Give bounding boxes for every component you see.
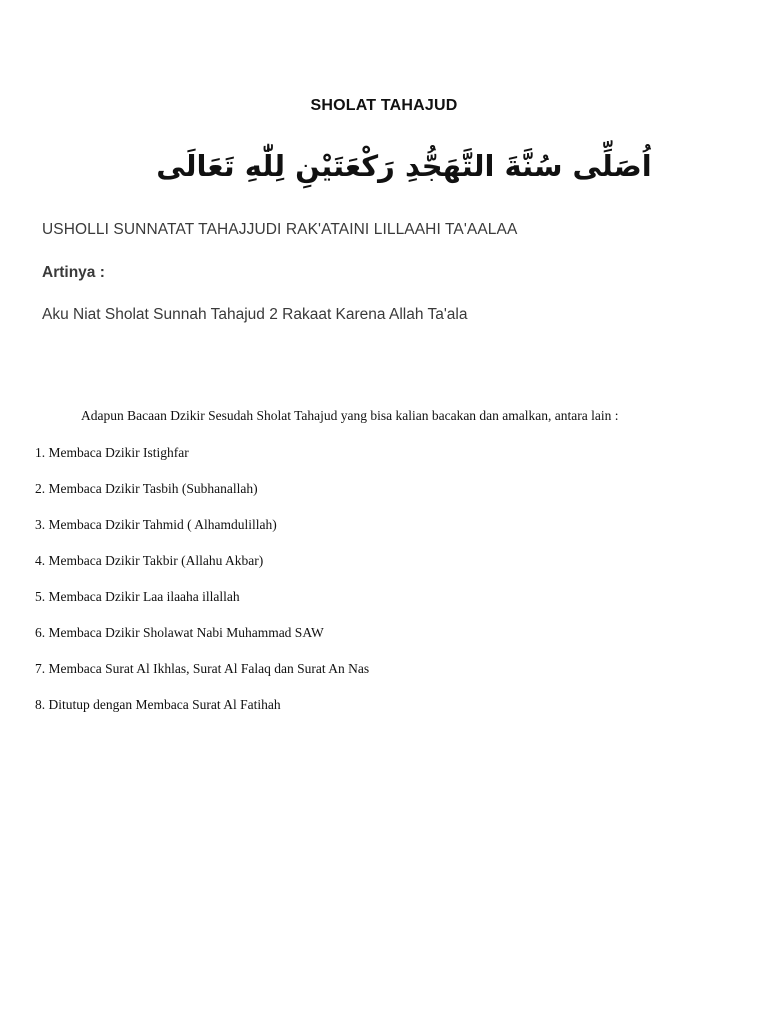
- artinya-text: Aku Niat Sholat Sunnah Tahajud 2 Rakaat Karena Allah Ta'ala: [42, 306, 468, 323]
- transliteration-text: USHOLLI SUNNATAT TAHAJJUDI RAK'ATAINI LILLAAHI TA'AALAA: [42, 221, 518, 238]
- document-title: SHOLAT TAHAJUD: [310, 97, 458, 114]
- dzikir-list: [35, 444, 369, 732]
- list-item: 5. Membaca Dzikir Laa ilaaha illallah: [35, 589, 240, 604]
- list-item: 7. Membaca Surat Al Ikhlas, Surat Al Falaq dan Surat An Nas: [35, 661, 370, 676]
- list-item: 3. Membaca Dzikir Tahmid ( Alhamdulillah): [35, 517, 277, 532]
- intro-paragraph: Adapun Bacaan Dzikir Sesudah Sholat Tahajud yang bisa kalian bacakan dan amalkan, antara lain :: [81, 408, 619, 423]
- arabic-niat-text: اُصَلِّى سُنَّةَ التَّهَجُّدِ رَكْعَتَيْنِ لِلّٰهِ تَعَالَى: [156, 149, 652, 183]
- list-item: 2. Membaca Dzikir Tasbih (Subhanallah): [35, 481, 258, 496]
- list-item: 6. Membaca Dzikir Sholawat Nabi Muhammad SAW: [35, 625, 324, 640]
- artinya-label: Artinya :: [42, 264, 105, 281]
- list-item: 4. Membaca Dzikir Takbir (Allahu Akbar): [35, 553, 264, 568]
- list-item: 8. Ditutup dengan Membaca Surat Al Fatihah: [35, 697, 281, 712]
- list-item: 1. Membaca Dzikir Istighfar: [35, 445, 189, 460]
